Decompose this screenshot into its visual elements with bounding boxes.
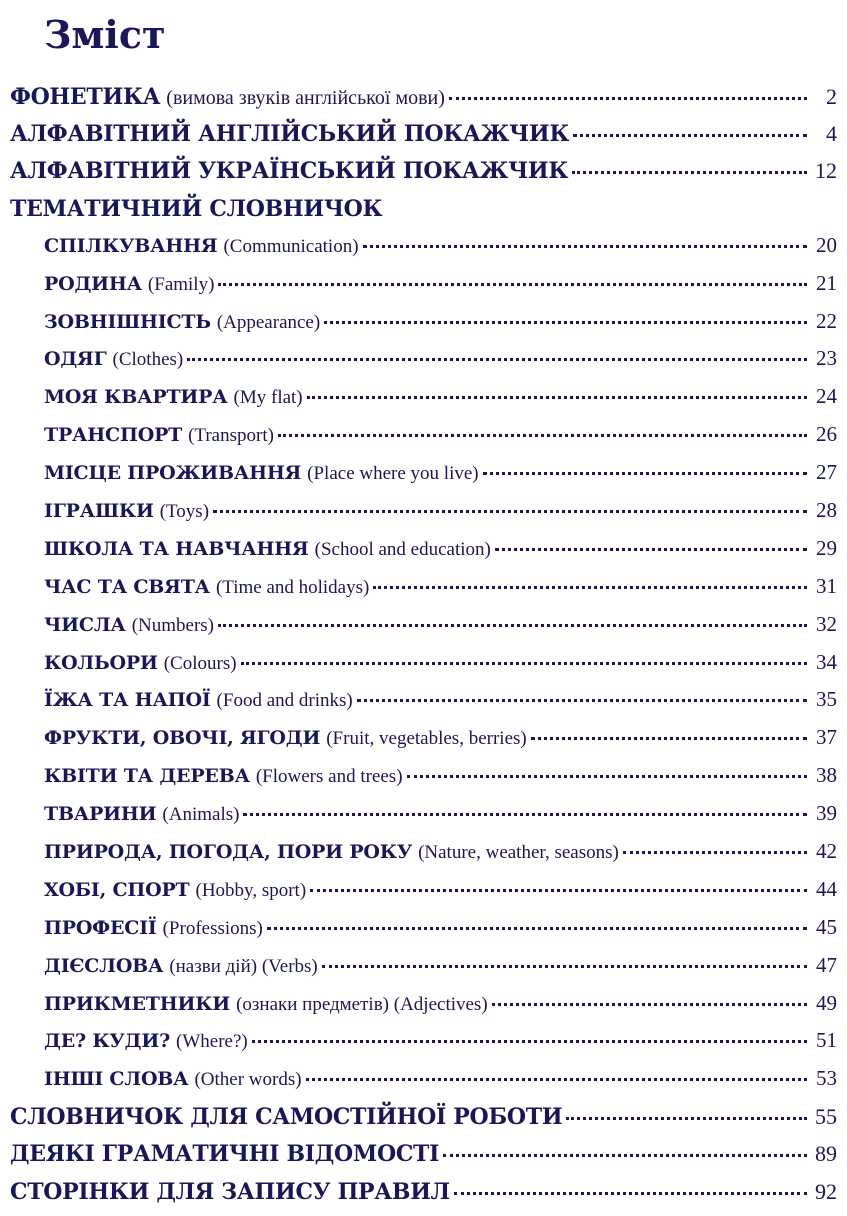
toc-subsection-entry[interactable] <box>0 1066 847 1104</box>
toc-subsection-entry[interactable] <box>0 763 847 801</box>
dot-leader <box>357 699 807 702</box>
entry-subtitle: (вимова звуків англійської мови) <box>166 87 445 109</box>
entry-subtitle: (ознаки предметів) (Adjectives) <box>236 993 488 1015</box>
toc-subsection-entry[interactable] <box>0 612 847 650</box>
toc-section-entry[interactable] <box>0 196 847 233</box>
page-number: 2 <box>826 84 837 109</box>
toc-subsection-entry[interactable] <box>0 991 847 1029</box>
dot-leader <box>363 245 807 248</box>
dot-leader <box>187 358 807 361</box>
toc-subsection-entry[interactable] <box>0 384 847 422</box>
entry-subtitle: (Colours) <box>163 652 237 674</box>
entry-title: ЧИСЛА <box>44 613 126 636</box>
page-title: Зміст <box>44 12 166 57</box>
entry-title: СТОРІНКИ ДЛЯ ЗАПИСУ ПРАВИЛ <box>10 1178 450 1205</box>
page-number: 89 <box>815 1141 837 1167</box>
toc-subsection-entry[interactable] <box>0 233 847 271</box>
entry-title: ЗОВНІШНІСТЬ <box>44 310 211 333</box>
toc-section-entry[interactable] <box>0 1179 847 1216</box>
entry-title: ТВАРИНИ <box>44 803 157 826</box>
entry-title: ІГРАШКИ <box>44 499 154 522</box>
page-number: 26 <box>816 422 837 447</box>
toc-section-entry[interactable] <box>0 84 847 121</box>
page-number: 38 <box>816 763 837 788</box>
page-number: 21 <box>816 270 837 295</box>
dot-leader <box>241 662 807 665</box>
dot-leader <box>322 965 807 968</box>
entry-subtitle: (Clothes) <box>112 349 184 371</box>
toc-subsection-entry[interactable] <box>0 498 847 536</box>
dot-leader <box>306 1078 807 1081</box>
entry-title: ПРОФЕСІЇ <box>44 916 157 939</box>
entry-subtitle: (Appearance) <box>216 311 321 333</box>
table-of-contents <box>0 84 847 1216</box>
toc-subsection-entry[interactable] <box>0 953 847 991</box>
page-number: 47 <box>816 952 837 977</box>
dot-leader <box>243 813 807 816</box>
toc-section-entry[interactable] <box>0 121 847 158</box>
toc-subsection-entry[interactable] <box>0 536 847 574</box>
toc-subsection-entry[interactable] <box>0 877 847 915</box>
entry-subtitle: (Toys) <box>159 500 210 522</box>
page-number: 49 <box>816 990 837 1015</box>
toc-subsection-entry[interactable] <box>0 346 847 384</box>
entry-title: ДІЄСЛОВА <box>44 954 164 977</box>
dot-leader <box>573 134 807 137</box>
dot-leader <box>449 97 807 100</box>
page-number: 32 <box>816 611 837 636</box>
toc-subsection-entry[interactable] <box>0 687 847 725</box>
toc-subsection-entry[interactable] <box>0 839 847 877</box>
page-number: 12 <box>815 158 837 184</box>
dot-leader <box>218 624 807 627</box>
entry-subtitle: (Family) <box>147 273 215 295</box>
page-number: 45 <box>816 914 837 939</box>
entry-subtitle: (Place where you live) <box>307 463 479 485</box>
toc-section-entry[interactable] <box>0 1141 847 1178</box>
entry-title: МІСЦЕ ПРОЖИВАННЯ <box>44 462 302 485</box>
entry-title: ФОНЕТИКА <box>10 84 161 110</box>
entry-subtitle: (назви дій) (Verbs) <box>169 955 318 977</box>
page-number: 27 <box>816 460 837 485</box>
toc-subsection-entry[interactable] <box>0 725 847 763</box>
toc-section-entry[interactable] <box>0 158 847 195</box>
toc-subsection-entry[interactable] <box>0 271 847 309</box>
entry-subtitle: (Animals) <box>162 804 240 826</box>
page-number: 23 <box>816 346 837 371</box>
page-number: 28 <box>816 497 837 522</box>
page-number: 39 <box>816 801 837 826</box>
dot-leader <box>492 1003 807 1006</box>
toc-subsection-entry[interactable] <box>0 1028 847 1066</box>
entry-title: ЧАС ТА СВЯТА <box>44 575 210 598</box>
entry-title: АЛФАВІТНИЙ АНГЛІЙСЬКИЙ ПОКАЖЧИК <box>10 121 570 148</box>
entry-title: МОЯ КВАРТИРА <box>44 386 228 409</box>
dot-leader <box>373 586 807 589</box>
toc-subsection-entry[interactable] <box>0 801 847 839</box>
page-number: 24 <box>816 384 837 409</box>
page-number: 34 <box>816 649 837 674</box>
entry-subtitle: (Professions) <box>162 917 263 939</box>
entry-subtitle: (Flowers and trees) <box>255 766 403 788</box>
entry-subtitle: (Food and drinks) <box>216 690 353 712</box>
toc-section-entry[interactable] <box>0 1104 847 1141</box>
page-number: 55 <box>815 1104 837 1130</box>
entry-title: ОДЯГ <box>44 348 107 371</box>
entry-title: АЛФАВІТНИЙ УКРАЇНСЬКИЙ ПОКАЖЧИК <box>10 158 569 185</box>
entry-subtitle: (Nature, weather, seasons) <box>418 842 619 863</box>
dot-leader <box>213 510 807 513</box>
dot-leader <box>443 1154 807 1157</box>
entry-title: ТЕМАТИЧНИЙ СЛОВНИЧОК <box>10 195 383 222</box>
page-number: 44 <box>816 876 837 901</box>
entry-title: КОЛЬОРИ <box>44 651 158 674</box>
page-number: 35 <box>816 687 837 712</box>
dot-leader <box>267 927 807 930</box>
page-number: 20 <box>816 232 837 257</box>
page-number: 22 <box>816 308 837 333</box>
dot-leader <box>307 396 807 399</box>
dot-leader <box>324 321 807 324</box>
toc-subsection-entry[interactable] <box>0 650 847 688</box>
dot-leader <box>454 1192 807 1195</box>
entry-title: ТРАНСПОРТ <box>44 424 183 447</box>
entry-subtitle: (Other words) <box>194 1069 302 1091</box>
dot-leader <box>572 171 807 174</box>
dot-leader <box>495 548 807 551</box>
entry-title: ШКОЛА ТА НАВЧАННЯ <box>44 537 309 560</box>
dot-leader <box>218 283 807 286</box>
dot-leader <box>278 434 807 437</box>
entry-title: ПРИКМЕТНИКИ <box>44 992 231 1015</box>
entry-subtitle: (School and education) <box>314 538 491 560</box>
toc-subsection-entry[interactable] <box>0 309 847 347</box>
entry-subtitle: (Numbers) <box>131 614 215 636</box>
toc-subsection-entry[interactable] <box>0 422 847 460</box>
dot-leader <box>483 472 807 475</box>
entry-title: ХОБІ, СПОРТ <box>44 878 190 901</box>
dot-leader <box>566 1117 807 1120</box>
toc-subsection-entry[interactable] <box>0 574 847 612</box>
entry-subtitle: (Transport) <box>188 425 274 447</box>
page-number: 37 <box>816 725 837 750</box>
dot-leader <box>252 1040 807 1043</box>
entry-subtitle: (Communication) <box>223 235 359 257</box>
entry-title: ДЕЯКІ ГРАМАТИЧНІ ВІДОМОСТІ <box>10 1141 440 1168</box>
page-number: 31 <box>816 573 837 598</box>
entry-title: ЇЖА ТА НАПОЇ <box>44 689 211 712</box>
entry-subtitle: (Time and holidays) <box>215 576 370 598</box>
page-number: 51 <box>816 1028 837 1053</box>
entry-title: ДЕ? КУДИ? <box>44 1030 171 1053</box>
page-number: 4 <box>826 121 837 147</box>
page-number: 53 <box>816 1066 837 1091</box>
entry-title: ПРИРОДА, ПОГОДА, ПОРИ РОКУ <box>44 841 413 863</box>
page-number: 29 <box>816 535 837 560</box>
dot-leader <box>531 737 807 740</box>
entry-subtitle: (Hobby, sport) <box>195 879 307 901</box>
dot-leader <box>623 851 807 854</box>
entry-title: ІНШІ СЛОВА <box>44 1068 189 1091</box>
entry-title: СПІЛКУВАННЯ <box>44 234 218 257</box>
page-number: 42 <box>816 839 837 863</box>
entry-subtitle: (My flat) <box>233 387 303 409</box>
dot-leader <box>310 889 807 892</box>
entry-title: ФРУКТИ, ОВОЧІ, ЯГОДИ <box>44 727 321 750</box>
toc-subsection-entry[interactable] <box>0 460 847 498</box>
entry-title: КВІТИ ТА ДЕРЕВА <box>44 765 250 788</box>
toc-subsection-entry[interactable] <box>0 915 847 953</box>
page-number: 92 <box>815 1178 837 1204</box>
entry-title: СЛОВНИЧОК ДЛЯ САМОСТІЙНОЇ РОБОТИ <box>10 1104 563 1131</box>
entry-subtitle: (Fruit, vegetables, berries) <box>326 728 527 750</box>
entry-title: РОДИНА <box>44 272 142 295</box>
dot-leader <box>407 775 807 778</box>
entry-subtitle: (Where?) <box>176 1031 248 1053</box>
